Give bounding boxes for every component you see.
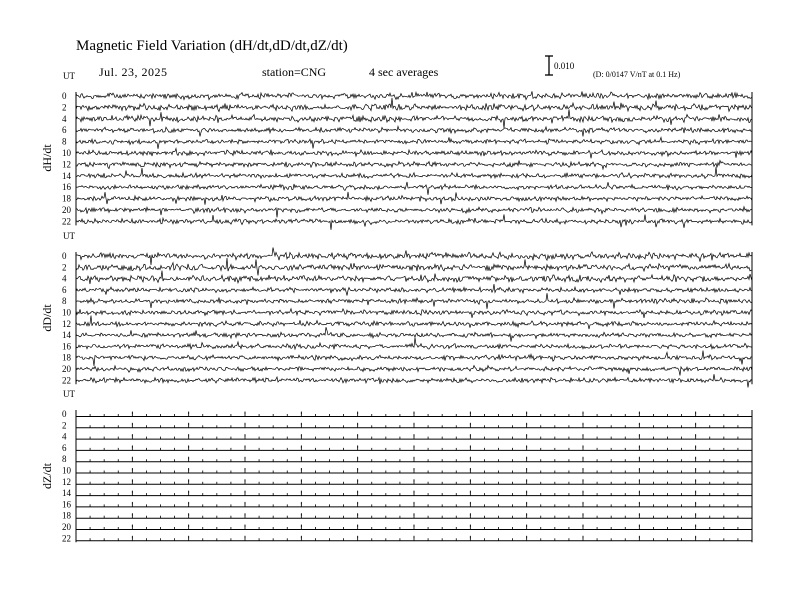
panel-2-trace	[76, 293, 752, 309]
averaging-label: 4 sec averages	[369, 65, 439, 79]
panel-3-row-label: 2	[62, 420, 67, 431]
panel-1-trace	[76, 207, 752, 218]
panel-2-ut-label: UT	[63, 231, 75, 241]
panel-1-ylabel: dH/dt	[40, 144, 54, 172]
panel-2-row-label: 4	[62, 273, 67, 284]
panel-1-row-label: 2	[62, 102, 67, 113]
panel-3-row-label: 22	[62, 533, 71, 544]
panel-2-row-label: 20	[62, 364, 71, 374]
panel-2-trace	[76, 248, 752, 266]
panel-2-ylabel: dD/dt	[40, 304, 54, 332]
panel-2-trace	[76, 271, 752, 285]
date-label: Jul. 23, 2025	[99, 65, 168, 79]
panel-3-ut-label: UT	[63, 389, 75, 399]
panel-1-row-label: 22	[62, 216, 71, 227]
panel-2-trace	[76, 309, 752, 318]
panel-2-row-label: 18	[62, 352, 71, 363]
panel-2-trace	[76, 351, 752, 366]
panel-1-trace	[76, 137, 752, 149]
panel-2-trace	[76, 316, 752, 330]
panel-1-row-label: 0	[62, 91, 67, 101]
panel-3-row-label: 14	[62, 488, 71, 499]
panel-1-row-label: 16	[62, 182, 71, 193]
panel-1-trace	[76, 91, 752, 99]
chart-title: Magnetic Field Variation (dH/dt,dD/dt,dZ/dt)	[76, 38, 348, 54]
panel-1-trace	[76, 161, 752, 170]
panel-2-row-label: 14	[62, 330, 71, 341]
panel-2-trace	[76, 374, 752, 387]
station-label: station=CNG	[262, 65, 327, 79]
panel-1-trace	[76, 192, 752, 205]
panel-1-ut-label: UT	[63, 71, 75, 81]
panel-1-row-label: 8	[62, 136, 67, 147]
panel-1-row-label: 6	[62, 125, 67, 136]
panel-3-row-label: 4	[62, 431, 67, 442]
panel-2-row-label: 8	[62, 296, 67, 307]
panel-3-row-label: 10	[62, 465, 71, 476]
panel-3-row-label: 20	[62, 522, 71, 532]
panel-1-trace	[76, 182, 752, 195]
scale-bar-value: 0.010	[554, 61, 575, 71]
panel-2-trace	[76, 338, 752, 350]
panel-2-trace	[76, 327, 752, 341]
panel-2-row-label: 6	[62, 284, 67, 295]
panel-3-row-label: 0	[62, 409, 67, 419]
panel-3-row-label: 6	[62, 442, 67, 453]
panel-1-row-label: 12	[62, 159, 71, 170]
panel-3-row-label: 12	[62, 476, 71, 487]
panel-2-trace	[76, 366, 752, 376]
panel-3-row-label: 18	[62, 510, 71, 521]
panel-2-row-label: 2	[62, 262, 67, 273]
panel-2-row-label: 10	[62, 307, 71, 318]
panel-1-row-label: 10	[62, 148, 71, 158]
panel-2-row-label: 22	[62, 375, 71, 386]
panel-2-row-label: 12	[62, 318, 71, 329]
panel-1-trace	[76, 109, 752, 128]
panel-3-row-label: 16	[62, 499, 71, 510]
panel-2-row-label: 0	[62, 251, 67, 261]
panel-1-trace	[76, 167, 752, 178]
panel-1-trace	[76, 98, 752, 112]
panel-2-trace	[76, 258, 752, 275]
panel-1-trace	[76, 126, 752, 136]
panel-1-row-label: 14	[62, 170, 71, 181]
panel-1-trace	[76, 149, 752, 159]
panel-1-row-label: 18	[62, 193, 71, 204]
panel-2-row-label: 16	[62, 341, 71, 352]
panel-2-trace	[76, 284, 752, 295]
panel-3-row-label: 8	[62, 454, 67, 465]
panel-1-row-label: 20	[62, 205, 71, 215]
panel-3-ylabel: dZ/dt	[40, 463, 54, 489]
scale-note: (D: 0/0147 V/nT at 0.1 Hz)	[593, 70, 681, 79]
panel-1-trace	[76, 214, 752, 229]
panel-1-row-label: 4	[62, 113, 67, 124]
